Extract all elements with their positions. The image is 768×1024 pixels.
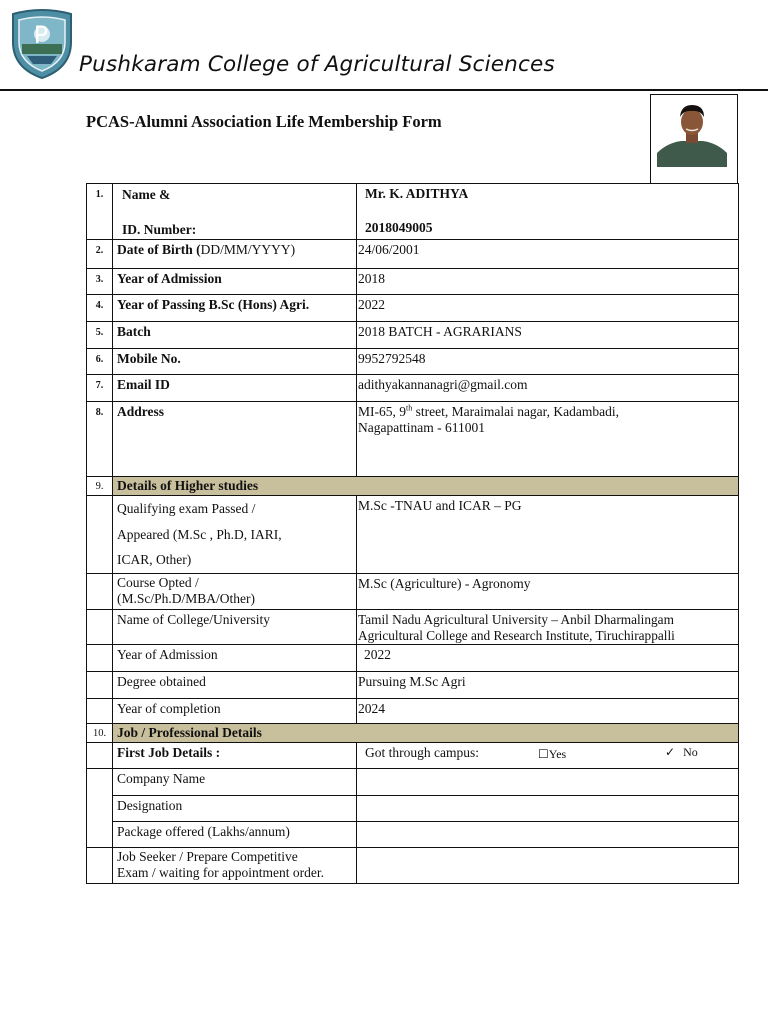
hs-admission-value: 2022 bbox=[357, 644, 739, 671]
table-row-hs-admission bbox=[87, 644, 739, 671]
college-value: Tamil Nadu Agricultural University – Anbil Dharmalingam Agricultural College and Research Institute, Tiruchirappalli bbox=[357, 609, 739, 644]
address-label: Address bbox=[113, 402, 357, 477]
dob-label-bold: Date of Birth ( bbox=[117, 242, 201, 257]
table-row-email bbox=[87, 375, 739, 402]
dob-format: DD/MM/YYYY) bbox=[200, 242, 296, 257]
table-row-name bbox=[87, 184, 739, 240]
table-row-batch bbox=[87, 322, 739, 349]
row-number: 9. bbox=[87, 477, 113, 496]
address-value: MI-65, 9th street, Maraimalai nagar, Kadambadi, Nagapattinam - 611001 bbox=[357, 402, 739, 477]
course-value: M.Sc (Agriculture) - Agronomy bbox=[357, 573, 739, 609]
mobile-label: Mobile No. bbox=[113, 349, 357, 375]
batch-value: 2018 BATCH - AGRARIANS bbox=[357, 322, 739, 349]
package-value[interactable] bbox=[357, 821, 739, 847]
row-number: 1. bbox=[87, 184, 113, 240]
row-number: 3. bbox=[87, 269, 113, 295]
campus-yes-option[interactable]: ☐Yes bbox=[538, 746, 567, 761]
table-row-passing bbox=[87, 295, 739, 322]
degree-value: Pursuing M.Sc Agri bbox=[357, 671, 739, 698]
section-header-job bbox=[87, 723, 739, 742]
member-photo bbox=[657, 101, 727, 167]
dob-value: 24/06/2001 bbox=[357, 240, 739, 269]
table-row-mobile bbox=[87, 349, 739, 375]
campus-label: Got through campus: bbox=[365, 744, 479, 760]
course-label: Course Opted / (M.Sc/Ph.D/MBA/Other) bbox=[113, 573, 357, 609]
designation-value[interactable] bbox=[357, 795, 739, 821]
college-label: Name of College/University bbox=[113, 609, 357, 644]
id-number-label: ID. Number: bbox=[122, 222, 197, 237]
email-value: adithyakannanagri@gmail.com bbox=[357, 375, 739, 402]
email-label: Email ID bbox=[113, 375, 357, 402]
completion-label: Year of completion bbox=[113, 698, 357, 723]
svg-text:P: P bbox=[33, 21, 49, 49]
college-name: Pushkaram College of Agricultural Sciences bbox=[79, 52, 555, 77]
package-label: Package offered (Lakhs/annum) bbox=[113, 821, 357, 847]
table-row-completion bbox=[87, 698, 739, 723]
row-number: 7. bbox=[87, 375, 113, 402]
higher-studies-title: Details of Higher studies bbox=[113, 477, 739, 496]
designation-label: Designation bbox=[113, 795, 357, 821]
table-row-qualifying-exam bbox=[87, 496, 739, 574]
table-row-degree bbox=[87, 671, 739, 698]
form-title: PCAS-Alumni Association Life Membership Form bbox=[86, 112, 442, 131]
table-row-first-job bbox=[87, 742, 739, 768]
name-value: Mr. K. ADITHYA bbox=[365, 186, 469, 201]
table-row-course bbox=[87, 573, 739, 609]
table-row-college bbox=[87, 609, 739, 644]
section-header-higher-studies bbox=[87, 477, 739, 496]
admission-label: Year of Admission bbox=[113, 269, 357, 295]
table-row-company bbox=[87, 768, 739, 795]
qualifying-exam-value: M.Sc -TNAU and ICAR – PG bbox=[357, 496, 739, 574]
row-number: 5. bbox=[87, 322, 113, 349]
job-seeker-value[interactable] bbox=[357, 847, 739, 883]
degree-label: Degree obtained bbox=[113, 671, 357, 698]
table-row-dob bbox=[87, 240, 739, 269]
dob-label bbox=[113, 240, 357, 269]
passing-value: 2022 bbox=[357, 295, 739, 322]
row-number: 2. bbox=[87, 240, 113, 269]
photo-frame bbox=[650, 94, 738, 184]
batch-label: Batch bbox=[113, 322, 357, 349]
table-row-designation bbox=[87, 795, 739, 821]
table-row-admission bbox=[87, 269, 739, 295]
hs-admission-label: Year of Admission bbox=[113, 644, 357, 671]
row-number: 10. bbox=[87, 723, 113, 742]
checkbox-empty-icon[interactable]: ☐ bbox=[538, 746, 549, 761]
campus-field bbox=[357, 742, 739, 768]
job-seeker-label: Job Seeker / Prepare Competitive Exam / waiting for appointment order. bbox=[113, 847, 357, 883]
completion-value: 2024 bbox=[357, 698, 739, 723]
company-label: Company Name bbox=[113, 768, 357, 795]
admission-value: 2018 bbox=[357, 269, 739, 295]
college-logo bbox=[7, 8, 77, 80]
row-number: 8. bbox=[87, 402, 113, 477]
job-title: Job / Professional Details bbox=[113, 723, 739, 742]
row-number: 6. bbox=[87, 349, 113, 375]
id-number-value: 2018049005 bbox=[365, 220, 433, 235]
qualifying-exam-label: Qualifying exam Passed / Appeared (M.Sc , Ph.D, IARI, ICAR, Other) bbox=[113, 496, 357, 574]
row-number: 4. bbox=[87, 295, 113, 322]
table-row-address bbox=[87, 402, 739, 477]
membership-form-table bbox=[86, 183, 739, 884]
checkmark-icon[interactable]: ✓ bbox=[665, 744, 676, 759]
table-row-job-seeker bbox=[87, 847, 739, 883]
first-job-label: First Job Details : bbox=[113, 742, 357, 768]
company-value[interactable] bbox=[357, 768, 739, 795]
mobile-value: 9952792548 bbox=[357, 349, 739, 375]
table-row-package bbox=[87, 821, 739, 847]
name-label: Name & bbox=[122, 187, 171, 202]
passing-label: Year of Passing B.Sc (Hons) Agri. bbox=[113, 295, 357, 322]
campus-no-option[interactable]: ✓ No bbox=[665, 744, 698, 759]
header-divider bbox=[0, 89, 768, 91]
